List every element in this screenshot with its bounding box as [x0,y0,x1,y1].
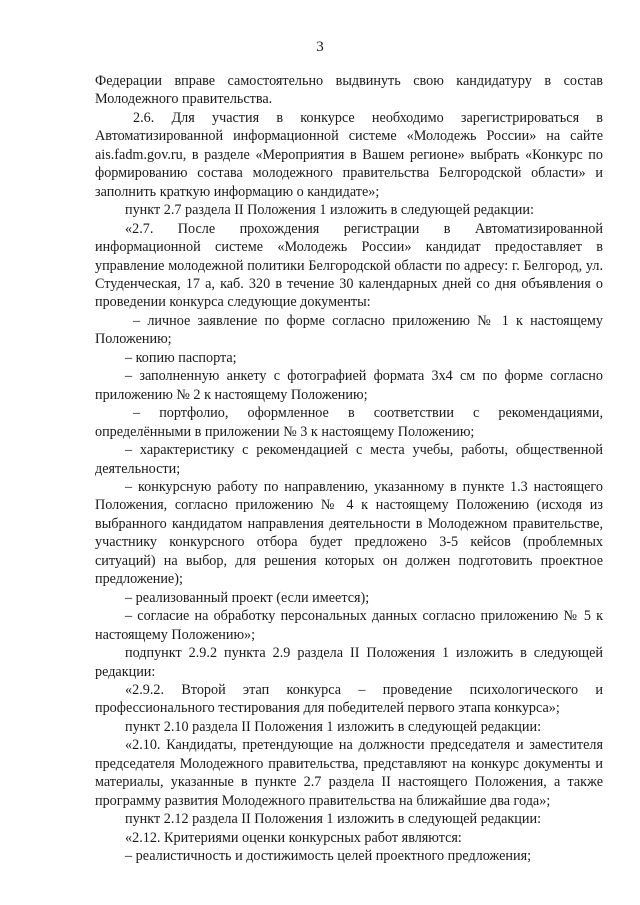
paragraph-2-12: «2.12. Критериями оценки конкурсных работ являются: [125,829,462,846]
list-item-passport: – копию паспорта; [125,349,237,366]
paragraph-2-6: 2.6. Для участия в конкурсе необходимо зарегистрироваться в Автоматизированной информационной системе «Молодежь России» на сайте ais.fadm.gov.ru, в разделе «Мероприятия в Вашем регионе» выбрать «Конкурс по формированию состава молодежного правительства Белгородской области» и заполнить краткую информацию о кандидате»; [95,109,603,200]
paragraph-amend-2-7: пункт 2.7 раздела II Положения 1 изложить в следующей редакции: [125,202,534,219]
paragraph-2-7: «2.7. После прохождения регистрации в Автоматизированной информационной системе «Молодежь России» кандидат предоставляет в управление молодежной политики Белгородской области по адресу: г. Белгород, ул. Студенческая, 17 а, каб. 320 в течение 30 календарных дней со дня объявления о проведении конкурса следующие документы: [95,220,603,311]
paragraph-amend-2-9-2: подпункт 2.9.2 пункта 2.9 раздела II Положения 1 изложить в следующей редакции: [95,645,603,680]
list-item-project: – реализованный проект (если имеется); [125,589,370,606]
paragraph-2-9-2: «2.9.2. Второй этап конкурса – проведение психологического и профессионального тестирования для победителей первого этапа конкурса»; [95,681,603,717]
document-body [95,72,603,865]
paragraph-federation-candidacy: Федерации вправе самостоятельно выдвинуть свою кандидатуру в состав Молодежного правительства. [95,73,603,108]
list-item-reference: – характеристику с рекомендацией с места учебы, работы, общественной деятельности; [95,442,603,477]
list-item-portfolio: – портфолио, оформленное в соответствии с рекомендациями, определёнными в приложении № 3 к настоящему Положению; [95,405,603,440]
paragraph-amend-2-12: пункт 2.12 раздела II Положения 1 изложить в следующей редакции: [125,811,542,828]
page-number: 3 [316,39,324,55]
list-item-competition-work: – конкурсную работу по направлению, указанному в пункте 1.3 настоящего Положения, согласно приложению № 4 к настоящему Положению (исходя из выбранного кандидатом направления деятельности в Молодежном правительстве, участнику конкурсного отбора будет предложено 3-5 кейсов (проблемных ситуаций) на выбор, для решения которых он должен подготовить проектное предложение); [95,478,603,588]
paragraph-2-10: «2.10. Кандидаты, претендующие на должности председателя и заместителя председателя Молодежного правительства, представляют на конкурс документы и материалы, указанные в пункте 2.7 раздела II настоящего Положения, а также программу развития Молодежного правительства на ближайшие два года»; [95,737,603,809]
list-item-realism: – реалистичность и достижимость целей проектного предложения; [125,848,532,865]
list-item-questionnaire: – заполненную анкету с фотографией формата 3х4 см по форме согласно приложению № 2 к настоящему Положению; [95,368,603,403]
paragraph-amend-2-10: пункт 2.10 раздела II Положения 1 изложить в следующей редакции: [125,718,542,735]
list-item-consent: – согласие на обработку персональных данных согласно приложению № 5 к настоящему Положению»; [95,608,603,643]
list-item-application: – личное заявление по форме согласно приложению № 1 к настоящему Положению; [95,312,603,348]
